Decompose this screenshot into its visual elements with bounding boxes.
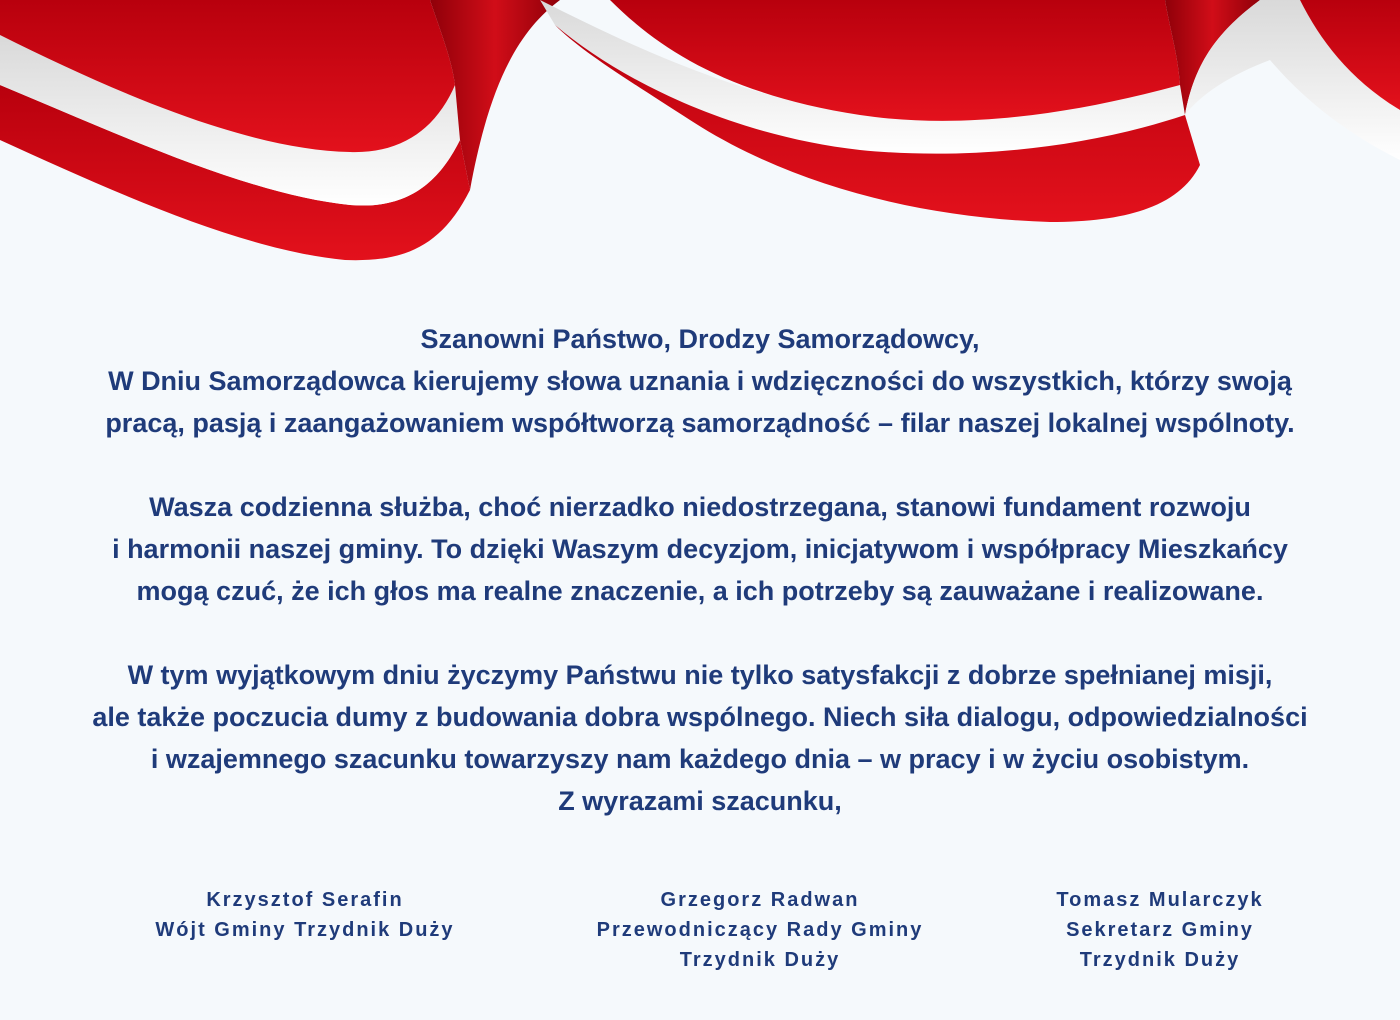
letter-body: [40, 318, 1360, 822]
letter-paragraph-2-line-1: Wasza codzienna służba, choć nierzadko niedostrzegana, stanowi fundament rozwoju: [149, 492, 1251, 522]
signature-title: Wójt Gminy Trzydnik Duży: [155, 919, 455, 941]
signature-name: Krzysztof Serafin: [206, 889, 404, 911]
letter-paragraph-3-line-2: ale także poczucia dumy z budowania dobra wspólnego. Niech siła dialogu, odpowiedzialności: [92, 702, 1308, 732]
signature-title: Sekretarz Gminy: [1066, 919, 1254, 941]
paragraph-spacer: [40, 612, 1360, 654]
letter-paragraph-3-line-1: W tym wyjątkowym dniu życzymy Państwu nie tylko satysfakcji z dobrze spełnianej misji,: [127, 660, 1273, 690]
letter-paragraph-2-line-2: i harmonii naszej gminy. To dzięki Waszym decyzjom, inicjatywom i współpracy Mieszkańcy: [112, 534, 1288, 564]
signature-title: Trzydnik Duży: [679, 949, 841, 971]
signatures: [0, 885, 1400, 1005]
signature-przewodniczacy: [580, 885, 940, 975]
signature-sekretarz: [1030, 885, 1290, 975]
polish-flag-ribbon: [0, 0, 1400, 280]
letter-closing: Z wyrazami szacunku,: [558, 786, 842, 816]
signature-name: Grzegorz Radwan: [660, 889, 860, 911]
letter-paragraph-1-line-2: pracą, pasją i zaangażowaniem współtworzą samorządność – filar naszej lokalnej wspólnoty.: [105, 408, 1295, 438]
signature-name: Tomasz Mularczyk: [1056, 889, 1264, 911]
letter-paragraph-3-line-3: i wzajemnego szacunku towarzyszy nam każdego dnia – w pracy i w życiu osobistym.: [150, 744, 1250, 774]
letter-paragraph-1-line-1: W Dniu Samorządowca kierujemy słowa uznania i wdzięczności do wszystkich, którzy swoją: [108, 366, 1292, 396]
letter-paragraph-2-line-3: mogą czuć, że ich głos ma realne znaczenie, a ich potrzeby są zauważane i realizowane.: [136, 576, 1264, 606]
signature-title: Trzydnik Duży: [1079, 949, 1241, 971]
letter-greeting: Szanowni Państwo, Drodzy Samorządowcy,: [420, 324, 980, 354]
signature-wojt: [140, 885, 470, 945]
paragraph-spacer: [40, 444, 1360, 486]
signature-title: Przewodniczący Rady Gminy: [596, 919, 924, 941]
